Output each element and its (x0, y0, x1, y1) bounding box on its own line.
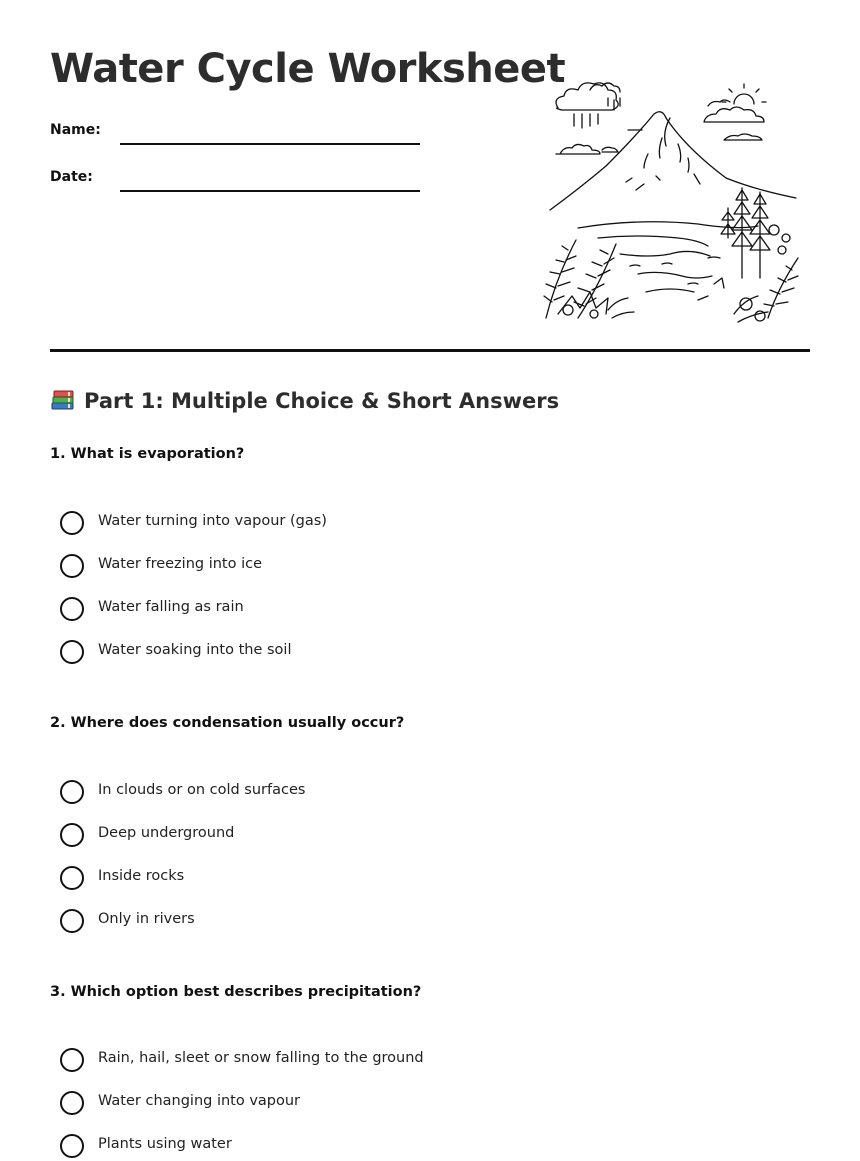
cloud-icon (704, 100, 764, 140)
radio-button[interactable] (60, 597, 84, 621)
radio-button[interactable] (60, 640, 84, 664)
q1-option-3[interactable] (60, 597, 560, 623)
radio-button[interactable] (60, 909, 84, 933)
question-3: 3. Which option best describes precipitation? (50, 984, 422, 1000)
river-icon (578, 222, 758, 292)
option-label: Water turning into vapour (gas) (98, 513, 327, 529)
option-label: Inside rocks (98, 868, 185, 884)
q2-option-3[interactable] (60, 866, 560, 892)
q3-option-3[interactable] (60, 1134, 560, 1160)
radio-button[interactable] (60, 554, 84, 578)
date-label: Date: (50, 169, 93, 185)
radio-button[interactable] (60, 823, 84, 847)
radio-button[interactable] (60, 511, 84, 535)
worksheet-title: Water Cycle Worksheet (50, 46, 566, 92)
q2-option-4[interactable] (60, 909, 560, 935)
option-label: Water soaking into the soil (98, 642, 292, 658)
option-label: Only in rivers (98, 911, 195, 927)
radio-button[interactable] (60, 866, 84, 890)
option-label: Water freezing into ice (98, 556, 263, 572)
radio-button[interactable] (60, 780, 84, 804)
q1-option-1[interactable] (60, 511, 560, 537)
name-write-line[interactable] (120, 143, 420, 145)
q2-option-2[interactable] (60, 823, 560, 849)
option-label: Deep underground (98, 825, 235, 841)
section-divider (50, 349, 810, 352)
cloud-icon (556, 83, 620, 128)
fern-icon (544, 240, 634, 318)
q2-option-1[interactable] (60, 780, 560, 806)
option-label: In clouds or on cold surfaces (98, 782, 306, 798)
books-icon (50, 388, 76, 412)
option-label: Water changing into vapour (98, 1093, 301, 1109)
landscape-illustration (538, 78, 804, 324)
part1-heading (50, 388, 559, 413)
name-label: Name: (50, 122, 101, 138)
radio-button[interactable] (60, 1091, 84, 1115)
q1-option-2[interactable] (60, 554, 560, 580)
date-field[interactable] (50, 169, 430, 199)
option-label: Water falling as rain (98, 599, 244, 615)
date-write-line[interactable] (120, 190, 420, 192)
radio-button[interactable] (60, 1134, 84, 1158)
option-label: Rain, hail, sleet or snow falling to the ground (98, 1050, 424, 1066)
part1-title: Part 1: Multiple Choice & Short Answers (84, 389, 560, 413)
q3-option-2[interactable] (60, 1091, 560, 1117)
question-1: 1. What is evaporation? (50, 446, 245, 462)
question-2: 2. Where does condensation usually occur? (50, 715, 405, 731)
q3-option-1[interactable] (60, 1048, 560, 1074)
radio-button[interactable] (60, 1048, 84, 1072)
tree-icon (721, 188, 770, 278)
name-field[interactable] (50, 122, 430, 152)
q1-option-4[interactable] (60, 640, 560, 666)
option-label: Plants using water (98, 1136, 232, 1152)
